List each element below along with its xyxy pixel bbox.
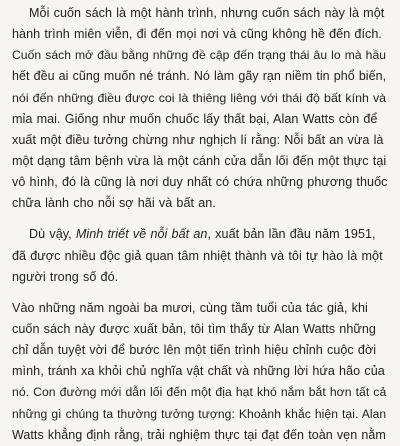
text-line: đã được nhiều độc giả quan tâm nhiệt thành và tôi tự hào là một: [12, 248, 383, 263]
paragraph-gap: [12, 288, 388, 298]
page-body: [12, 3, 388, 446]
text-fragment: , xuất bản lần đầu năm 1951,: [207, 227, 376, 242]
text-line: một dạng tâm bệnh vừa là một cánh cửa dẫn lối đến một thực tại: [12, 153, 387, 168]
paragraph-2: [12, 224, 388, 287]
text-line: vô hình, đó là cũng là nơi duy nhất có chứa những phương thuốc: [12, 175, 388, 190]
text-line: hành trình miên viễn, đi đến mọi nơi và cũng không hề đến đích.: [12, 27, 382, 42]
text-line: chữa lành cho nỗi sợ hãi và bất an.: [12, 196, 216, 211]
text-line: Vào những năm ngoài ba mươi, cùng tầm tuổi của tác giả, khi: [12, 300, 368, 315]
text-line: chỉ dẫn tuyệt vời để bước lên một tiến trình hiệu chỉnh cuộc đời: [12, 343, 377, 358]
text-line: nó. Con đường mới dẫn lối đến một địa hạt khó nắm bắt hơn tất cả: [12, 385, 387, 400]
book-title: Minh triết về nỗi bất an: [75, 227, 208, 242]
text-line: mỉa mai. Giống như muốn chuốc lấy thất bại, Alan Watts còn để: [12, 111, 378, 126]
paragraph-3: [12, 298, 388, 446]
text-line: nói đến những điều được coi là thiêng liêng với thái độ bất kính và: [12, 90, 387, 105]
text-line: những gì chúng ta thường tưởng tượng: Khoảnh khắc hiện tại. Alan: [12, 406, 387, 421]
text-fragment: Dù vậy,: [29, 227, 76, 242]
text-line: Cuốn sách mở đầu bằng những đề cập đến trạng thái âu lo mà hầu: [12, 48, 387, 63]
text-line: người trong số đó.: [12, 269, 119, 284]
text-line: hết đều ai cũng muốn né tránh. Nó làm gãy rạn niềm tin phổ biến,: [12, 69, 387, 84]
text-line: cuốn sách này được xuất bản, tôi tìm thấy từ Alan Watts những: [12, 321, 376, 336]
paragraph-1: [12, 3, 388, 214]
paragraph-gap: [12, 214, 388, 224]
text-line: Mỗi cuốn sách là một hành trình, nhưng cuốn sách này là một: [29, 6, 385, 20]
text-line: Watts khẳng định rằng, trải nghiệm thực tại đạt đến toàn vẹn nằm: [12, 427, 386, 442]
text-line: mình, tránh xa khỏi chủ nghĩa vật chất và những lời hứa hão của: [12, 364, 385, 379]
text-line: xuất một điều tưởng chừng như nghịch lí rằng: Nỗi bất an vừa là: [12, 132, 384, 147]
text-line: [12, 224, 388, 245]
